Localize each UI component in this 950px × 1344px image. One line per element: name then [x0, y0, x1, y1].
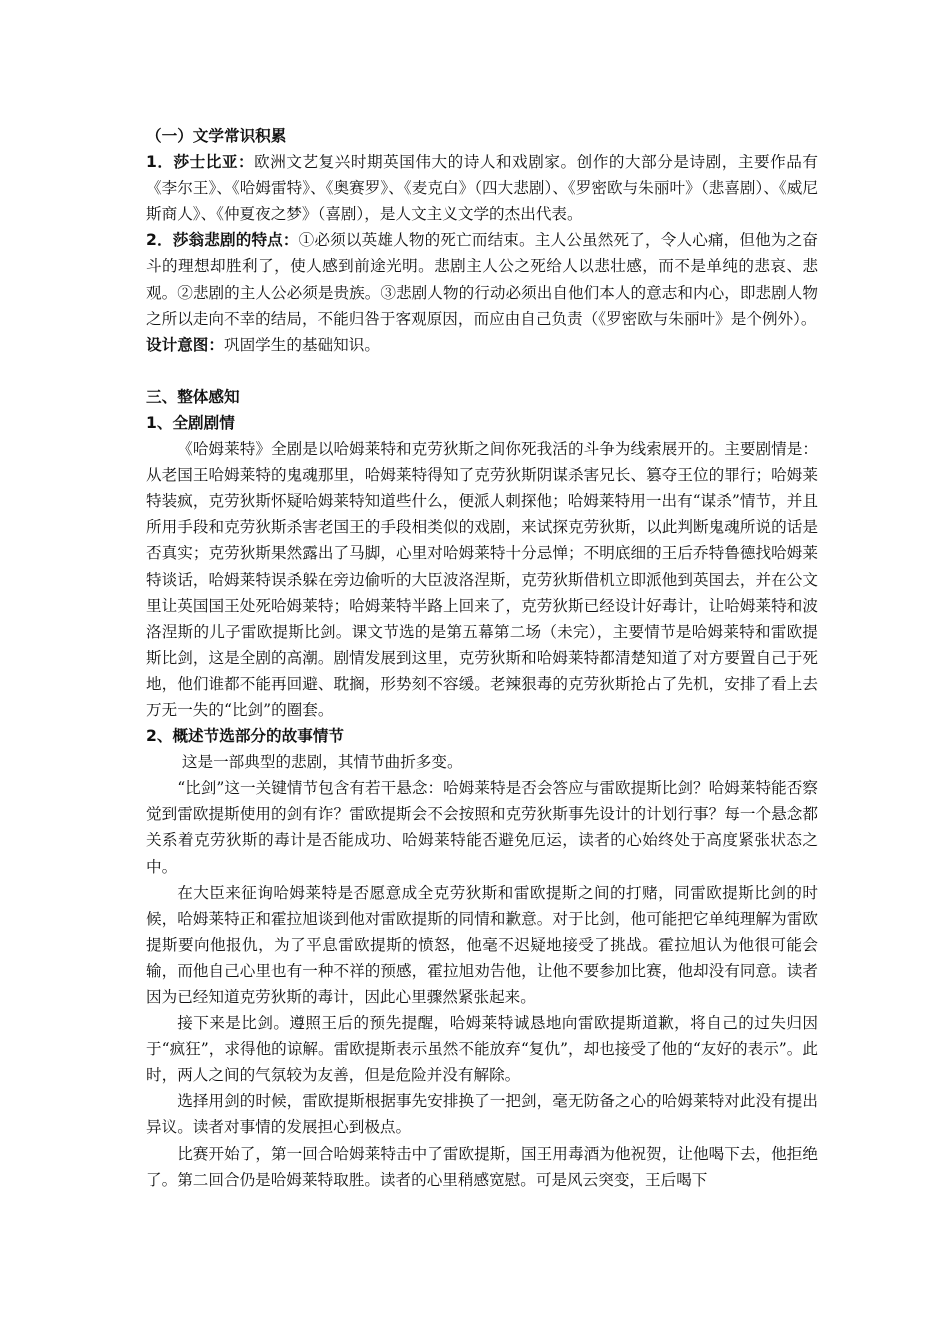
section-heading-literary-knowledge: （一）文学常识积累 — [146, 127, 287, 145]
paragraph-tragedy-features — [146, 227, 818, 331]
paragraph-excerpt-match-begins: 比赛开始了，第一回合哈姆莱特击中了雷欧提斯，国王用毒酒为他祝贺，让他喝下去，他拒绝了。第二回合仍是哈姆莱特取胜。读者的心里稍感宽慰。可是风云突变，王后喝下 — [146, 1144, 818, 1189]
item-label-tragedy-features: 2．莎翁悲剧的特点： — [146, 231, 299, 250]
section-spacer — [146, 358, 818, 384]
paragraph-excerpt-sword-choice: 选择用剑的时候，雷欧提斯根据事先安排换了一把剑，毫无防备之心的哈姆莱特对此没有提出异议。读者对事情的发展担心到极点。 — [146, 1092, 818, 1137]
document-page — [146, 123, 818, 1193]
paragraph-excerpt-apology: 接下来是比剑。遵照王后的预先提醒，哈姆莱特诚恳地向雷欧提斯道歉，将自己的过失归因于“疯狂”，求得他的谅解。雷欧提斯表示虽然不能放弃“复仇”，却也接受了他的“友好的表示”。此时，两人之间的气氛较为友善，但是危险并没有解除。 — [146, 1014, 818, 1085]
paragraph-shakespeare — [146, 149, 818, 227]
paragraph-excerpt-suspense: “比剑”这一关键情节包含有若干悬念：哈姆莱特是否会答应与雷欧提斯比剑？哈姆莱特能否察觉到雷欧提斯使用的剑有诈？雷欧提斯会不会按照和克劳狄斯事先设计的计划行事？每一个悬念都关系着克劳狄斯的毒计是否能成功、哈姆莱特能否避免厄运，读者的心始终处于高度紧张状态之中。 — [146, 779, 818, 876]
design-intent-label: 设计意图： — [146, 335, 224, 354]
paragraph-excerpt-challenge: 在大臣来征询哈姆莱特是否愿意成全克劳狄斯和雷欧提斯之间的打赌，同雷欧提斯比剑的时候，哈姆莱特正和霍拉旭谈到他对雷欧提斯的同情和歉意。对于比剑，他可能把它单纯理解为雷欧提斯要向他报仇，为了平息雷欧提斯的愤怒，他毫不迟疑地接受了挑战。霍拉旭认为他很可能会输，而他自己心里也有一种不祥的预感，霍拉旭劝告他，让他不要参加比赛，他却没有同意。读者因为已经知道克劳狄斯的毒计，因此心里骤然紧张起来。 — [146, 883, 818, 1006]
item-text-tragedy-features: ①必须以英雄人物的死亡而结束。主人公虽然死了，令人心痛，但他为之奋斗的理想却胜利了，使人感到前途光明。悲剧主人公之死给人以悲壮感，而不是单纯的悲哀、悲观。②悲剧的主人公必须是贵族。③悲剧人物的行动必须出自他们本人的意志和内心，即悲剧人物之所以走向不幸的结局，不能归咎于客观原因，而应由自己负责（《罗密欧与朱丽叶》是个例外）。 — [146, 231, 818, 328]
subheading-excerpt-summary: 2、概述节选部分的故事情节 — [146, 727, 344, 746]
design-intent-text: 巩固学生的基础知识。 — [223, 335, 380, 354]
paragraph-full-plot: 《哈姆莱特》全剧是以哈姆莱特和克劳狄斯之间你死我活的斗争为线索展开的。主要剧情是：从老国王哈姆莱特的鬼魂那里，哈姆莱特得知了克劳狄斯阴谋杀害兄长、篡夺王位的罪行；哈姆莱特装疯，克劳狄斯怀疑哈姆莱特知道些什么，便派人刺探他；哈姆莱特用一出有“谋杀”情节，并且所用手段和克劳狄斯杀害老国王的手段相类似的戏剧，来试探克劳狄斯，以此判断鬼魂所说的话是否真实；克劳狄斯果然露出了马脚，心里对哈姆莱特十分忌惮；不明底细的王后乔特鲁德找哈姆莱特谈话，哈姆莱特误杀躲在旁边偷听的大臣波洛涅斯，克劳狄斯借机立即派他到英国去，并在公文里让英国国王处死哈姆莱特；哈姆莱特半路上回来了，克劳狄斯已经设计好毒计，让哈姆莱特和波洛涅斯的儿子雷欧提斯比剑。课文节选的是第五幕第二场（未完），主要情节是哈姆莱特和雷欧提斯比剑，这是全剧的高潮。剧情发展到这里，克劳狄斯和哈姆莱特都清楚知道了对方要置自己于死地，他们谁都不能再回避、耽搁，形势刻不容缓。老辣狠毒的克劳狄斯抢占了先机，安排了看上去万无一失的“比剑”的圈套。 — [146, 440, 818, 719]
paragraph-excerpt-intro: 这是一部典型的悲剧，其情节曲折多变。 — [181, 753, 463, 772]
item-text-shakespeare: 欧洲文艺复兴时期英国伟大的诗人和戏剧家。创作的大部分是诗剧，主要作品有《李尔王》、《哈姆雷特》、《奥赛罗》、《麦克白》（四大悲剧）、《罗密欧与朱丽叶》（悲喜剧）、《威尼斯商人》、《仲夏夜之梦》（喜剧），是人文主义文学的杰出代表。 — [146, 153, 818, 224]
item-label-shakespeare: 1．莎士比亚： — [146, 153, 255, 172]
paragraph-design-intent — [146, 332, 818, 358]
subheading-full-plot: 1、全剧剧情 — [146, 413, 235, 432]
section-heading-overall-perception: 三、整体感知 — [146, 387, 240, 406]
